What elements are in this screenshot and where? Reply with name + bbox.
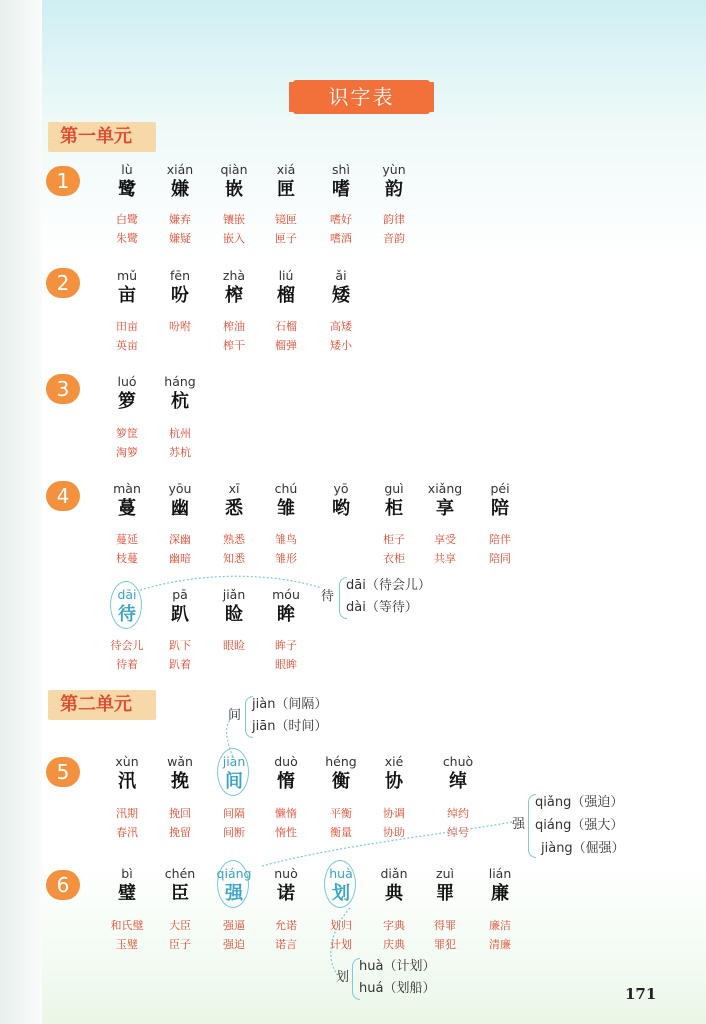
example-word: 共享 bbox=[434, 552, 456, 565]
example-word: 深幽 bbox=[169, 533, 191, 546]
hanzi: 诺 bbox=[277, 883, 295, 904]
example-word: 韵律 bbox=[383, 213, 405, 226]
hanzi: 幽 bbox=[171, 498, 189, 519]
example-word: 懒惰 bbox=[275, 807, 297, 820]
example-word: 眸子 bbox=[275, 639, 297, 652]
hanzi: 嵌 bbox=[225, 179, 243, 200]
example-word: 挽回 bbox=[169, 807, 191, 820]
example-word: 臣子 bbox=[169, 938, 191, 951]
pinyin: pā bbox=[172, 587, 188, 602]
example-word: 榨油 bbox=[223, 320, 245, 333]
example-word: 间断 bbox=[223, 826, 245, 839]
hanzi: 挽 bbox=[171, 771, 189, 792]
example-word: 大臣 bbox=[169, 919, 191, 932]
example-word: 熟悉 bbox=[223, 533, 245, 546]
hanzi: 柜 bbox=[385, 498, 403, 519]
example-word: 吩咐 bbox=[169, 320, 191, 333]
example-word: 平衡 bbox=[330, 807, 352, 820]
hanzi: 榨 bbox=[225, 285, 243, 306]
example-word: 杭州 bbox=[169, 427, 191, 440]
pinyin: zhà bbox=[222, 268, 246, 283]
example-word: 间隔 bbox=[223, 807, 245, 820]
pinyin: xiá bbox=[276, 162, 296, 177]
example-word: 陪同 bbox=[489, 552, 511, 565]
pinyin: fēn bbox=[169, 268, 190, 283]
hanzi: 衡 bbox=[332, 771, 350, 792]
hanzi: 杭 bbox=[171, 391, 189, 412]
pinyin: ǎi bbox=[335, 268, 347, 283]
pinyin: bì bbox=[121, 866, 133, 881]
pinyin: qiáng bbox=[216, 866, 252, 881]
pinyin: shì bbox=[332, 162, 350, 177]
pinyin: yùn bbox=[382, 162, 406, 177]
page-title: 识字表 bbox=[328, 85, 395, 109]
pinyin: lián bbox=[488, 866, 512, 881]
pinyin: xián bbox=[166, 162, 194, 177]
hanzi: 韵 bbox=[385, 179, 403, 200]
pinyin: huà bbox=[329, 866, 353, 881]
example-word: 英亩 bbox=[116, 339, 138, 352]
hanzi: 眸 bbox=[277, 604, 295, 625]
pinyin: xùn bbox=[115, 754, 139, 769]
example-word: 嵌入 bbox=[223, 232, 245, 245]
example-word: 淘箩 bbox=[116, 446, 138, 459]
example-word: 诺言 bbox=[275, 938, 297, 951]
hanzi: 典 bbox=[385, 883, 403, 904]
pinyin: jiǎn bbox=[222, 587, 246, 602]
example-word: 眼眸 bbox=[275, 658, 297, 671]
example-word: 享受 bbox=[434, 533, 456, 546]
example-word: 高矮 bbox=[330, 320, 352, 333]
lesson-number-5: 5 bbox=[46, 757, 80, 787]
lesson-number-1: 1 bbox=[46, 166, 80, 196]
example-word: 待会儿 bbox=[110, 639, 144, 652]
example-word: 庆典 bbox=[383, 938, 405, 951]
example-word: 雏形 bbox=[275, 552, 297, 565]
hanzi: 协 bbox=[385, 771, 403, 792]
hanzi: 陪 bbox=[491, 498, 509, 519]
pinyin: háng bbox=[164, 374, 196, 389]
example-word: 石榴 bbox=[275, 320, 297, 333]
example-word: 枝蔓 bbox=[116, 552, 138, 565]
pinyin: yō bbox=[333, 481, 349, 496]
example-word: 幽暗 bbox=[169, 552, 191, 565]
unit-heading-2: 第二单元 bbox=[48, 690, 156, 720]
example-word: 嫌疑 bbox=[169, 232, 191, 245]
example-word: 趴下 bbox=[169, 639, 191, 652]
hanzi: 强 bbox=[225, 883, 243, 904]
example-word: 匣子 bbox=[275, 232, 297, 245]
example-word: 廉洁 bbox=[489, 919, 511, 932]
example-word: 绰号 bbox=[447, 826, 469, 839]
example-word: 待着 bbox=[116, 658, 138, 671]
example-word: 嗜好 bbox=[330, 213, 352, 226]
example-word: 田亩 bbox=[116, 320, 138, 333]
pinyin: chuò bbox=[442, 754, 474, 769]
example-word: 白鹭 bbox=[116, 213, 138, 226]
hanzi: 榴 bbox=[277, 285, 295, 306]
example-word: 衣柜 bbox=[383, 552, 405, 565]
example-word: 雏鸟 bbox=[275, 533, 297, 546]
example-word: 强逼 bbox=[223, 919, 245, 932]
example-word: 朱鹭 bbox=[116, 232, 138, 245]
lesson-number-2: 2 bbox=[46, 268, 80, 298]
example-word: 镜匣 bbox=[275, 213, 297, 226]
example-word: 强迫 bbox=[223, 938, 245, 951]
lesson-number-4: 4 bbox=[46, 481, 80, 511]
pinyin: dāi bbox=[117, 587, 137, 602]
example-word: 字典 bbox=[383, 919, 405, 932]
pinyin: wǎn bbox=[167, 754, 193, 769]
pinyin: mǔ bbox=[116, 268, 138, 283]
hanzi: 蔓 bbox=[118, 498, 136, 519]
hanzi: 趴 bbox=[171, 604, 189, 625]
pinyin: nuò bbox=[274, 866, 298, 881]
example-word: 榨干 bbox=[223, 339, 245, 352]
example-word: 春汛 bbox=[116, 826, 138, 839]
example-word: 协助 bbox=[383, 826, 405, 839]
example-word: 惰性 bbox=[275, 826, 297, 839]
example-word: 矮小 bbox=[330, 339, 352, 352]
example-word: 玉璧 bbox=[116, 938, 138, 951]
pinyin: diǎn bbox=[380, 866, 408, 881]
pinyin: chú bbox=[274, 481, 298, 496]
example-word: 嫌弃 bbox=[169, 213, 191, 226]
pinyin: chén bbox=[164, 866, 196, 881]
pinyin: liú bbox=[278, 268, 294, 283]
example-word: 汛期 bbox=[116, 807, 138, 820]
example-word: 划归 bbox=[330, 919, 352, 932]
pinyin: héng bbox=[325, 754, 357, 769]
pinyin: xié bbox=[384, 754, 404, 769]
example-word: 箩筐 bbox=[116, 427, 138, 440]
hanzi: 间 bbox=[225, 771, 243, 792]
pinyin: zuì bbox=[436, 866, 454, 881]
hanzi: 哟 bbox=[332, 498, 350, 519]
hanzi: 匣 bbox=[277, 179, 295, 200]
pinyin: xiǎng bbox=[427, 481, 463, 496]
pinyin: qiàn bbox=[220, 162, 248, 177]
pinyin: móu bbox=[272, 587, 300, 602]
hanzi: 划 bbox=[332, 883, 350, 904]
example-word: 陪伴 bbox=[489, 533, 511, 546]
hanzi: 睑 bbox=[225, 604, 243, 625]
hanzi: 嫌 bbox=[171, 179, 189, 200]
lesson-number-6: 6 bbox=[46, 870, 80, 900]
hanzi: 亩 bbox=[118, 285, 136, 306]
example-word: 柜子 bbox=[383, 533, 405, 546]
hanzi: 鹭 bbox=[118, 179, 136, 200]
hanzi: 待 bbox=[118, 604, 136, 625]
example-word: 允诺 bbox=[275, 919, 297, 932]
pinyin: luó bbox=[117, 374, 137, 389]
hanzi: 绰 bbox=[449, 771, 467, 792]
pinyin: guì bbox=[384, 481, 404, 496]
example-word: 挽留 bbox=[169, 826, 191, 839]
pinyin: péi bbox=[490, 481, 510, 496]
hanzi: 箩 bbox=[118, 391, 136, 412]
unit-heading-1: 第一单元 bbox=[48, 122, 156, 152]
example-word: 得罪 bbox=[434, 919, 456, 932]
hanzi: 璧 bbox=[118, 883, 136, 904]
example-word: 知悉 bbox=[223, 552, 245, 565]
hanzi: 矮 bbox=[332, 285, 350, 306]
example-word: 罪犯 bbox=[434, 938, 456, 951]
hanzi: 嗜 bbox=[332, 179, 350, 200]
example-word: 镶嵌 bbox=[223, 213, 245, 226]
hanzi: 悉 bbox=[225, 498, 243, 519]
pinyin: duò bbox=[274, 754, 298, 769]
example-word: 苏杭 bbox=[169, 446, 191, 459]
example-word: 榴弹 bbox=[275, 339, 297, 352]
lesson-number-3: 3 bbox=[46, 374, 80, 404]
example-word: 嗜酒 bbox=[330, 232, 352, 245]
example-word: 眼睑 bbox=[223, 639, 245, 652]
example-word: 蔓延 bbox=[116, 533, 138, 546]
pinyin: xī bbox=[228, 481, 240, 496]
example-word: 计划 bbox=[330, 938, 352, 951]
example-word: 协调 bbox=[383, 807, 405, 820]
example-word: 清廉 bbox=[489, 938, 511, 951]
hanzi: 吩 bbox=[171, 285, 189, 306]
pinyin: jiàn bbox=[222, 754, 246, 769]
example-word: 趴着 bbox=[169, 658, 191, 671]
pinyin: yōu bbox=[168, 481, 192, 496]
pinyin: màn bbox=[113, 481, 141, 496]
hanzi: 惰 bbox=[277, 771, 295, 792]
hanzi: 臣 bbox=[171, 883, 189, 904]
hanzi: 廉 bbox=[491, 883, 509, 904]
example-word: 音韵 bbox=[383, 232, 405, 245]
hanzi: 汛 bbox=[118, 771, 136, 792]
pinyin: lù bbox=[121, 162, 133, 177]
hanzi: 罪 bbox=[436, 883, 454, 904]
example-word: 绰约 bbox=[447, 807, 469, 820]
hanzi: 享 bbox=[436, 498, 454, 519]
page-number: 171 bbox=[625, 985, 657, 1003]
hanzi: 雏 bbox=[277, 498, 295, 519]
example-word: 衡量 bbox=[330, 826, 352, 839]
example-word: 和氏璧 bbox=[110, 919, 144, 932]
